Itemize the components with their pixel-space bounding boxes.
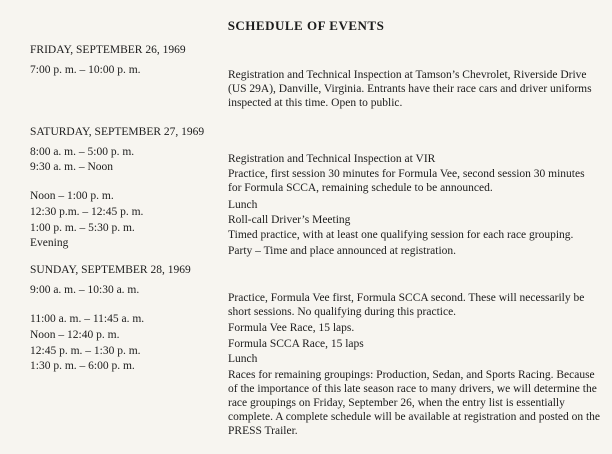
time-sunday-3: Noon – 12:40 p. m. xyxy=(30,329,120,341)
time-saturday-2: 9:30 a. m. – Noon xyxy=(30,161,114,173)
event-saturday-4: Roll-call Driver’s Meeting xyxy=(228,214,351,226)
time-friday-1: 7:00 p. m. – 10:00 p. m. xyxy=(30,64,141,76)
day-heading-saturday: SATURDAY, SEPTEMBER 27, 1969 xyxy=(30,126,205,138)
page-title: SCHEDULE OF EVENTS xyxy=(227,18,385,33)
time-saturday-4: 12:30 p.m. – 12:45 p. m. xyxy=(30,206,144,218)
event-saturday-5: Timed practice, with at least one qualifying session for each race grouping. xyxy=(228,229,574,241)
time-saturday-5: 1:00 p. m. – 5:30 p. m. xyxy=(30,222,135,234)
time-sunday-2: 11:00 a. m. – 11:45 a. m. xyxy=(30,313,145,325)
event-friday-1: Registration and Technical Inspection at Tamson’s Chevrolet, Riverside Drive (US 29A), Danville, Virginia. Entrants have their race cars and driver uniforms inspected at this time. Open to public. xyxy=(228,69,592,109)
event-saturday-2: Practice, first session 30 minutes for Formula Vee, second session 30 minutes for Formula SCCA, remaining schedule to be announced. xyxy=(228,168,585,194)
event-sunday-4: Lunch xyxy=(228,353,258,365)
time-sunday-4: 12:45 p. m. – 1:30 p. m. xyxy=(30,345,141,357)
time-saturday-3: Noon – 1:00 p. m. xyxy=(30,190,114,202)
event-saturday-6: Party – Time and place announced at registration. xyxy=(228,245,457,257)
event-saturday-3: Lunch xyxy=(228,199,258,211)
event-sunday-1: Practice, Formula Vee first, Formula SCCA second. These will necessarily be short sessions. No qualifying during this practice. xyxy=(228,292,585,318)
time-saturday-1: 8:00 a. m. – 5:00 p. m. xyxy=(30,146,135,158)
event-saturday-1: Registration and Technical Inspection at VIR xyxy=(228,153,436,165)
time-sunday-5: 1:30 p. m. – 6:00 p. m. xyxy=(30,360,135,372)
event-sunday-5: Races for remaining groupings: Production, Sedan, and Sports Racing. Because of the importance of this late season race to many drivers, we will determine the race groupings on Friday, September 26, when the entry list is essentially complete. A complete schedule will be available at registration and posted on the PRESS Trailer. xyxy=(228,369,601,437)
day-heading-sunday: SUNDAY, SEPTEMBER 28, 1969 xyxy=(30,264,191,276)
time-sunday-1: 9:00 a. m. – 10:30 a. m. xyxy=(30,284,140,296)
time-saturday-6: Evening xyxy=(30,237,69,249)
day-heading-friday: FRIDAY, SEPTEMBER 26, 1969 xyxy=(30,44,186,56)
event-sunday-2: Formula Vee Race, 15 laps. xyxy=(228,322,355,334)
event-sunday-3: Formula SCCA Race, 15 laps xyxy=(228,338,364,350)
